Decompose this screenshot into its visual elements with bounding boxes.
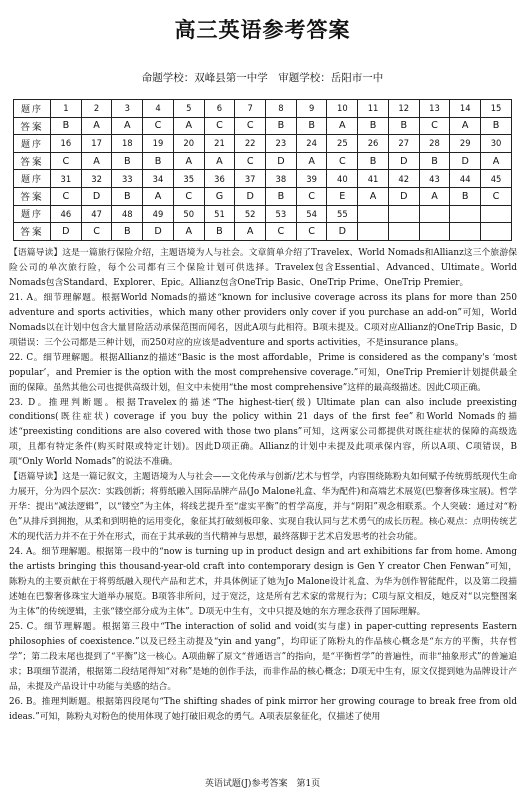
answer-cell: B [204, 223, 235, 241]
page-subtitle: 命题学校：双峰县第一中学 审题学校：岳阳市一中 [141, 72, 384, 84]
question-number-cell: 29 [450, 135, 481, 153]
answer-cell: B [112, 152, 143, 170]
question-number-cell [450, 205, 481, 223]
question-number-cell: 54 [296, 205, 327, 223]
question-number-cell: 4 [143, 100, 174, 118]
answer-cell: A [419, 187, 450, 205]
answer-cell: B [358, 117, 389, 135]
question-number-cell: 36 [204, 170, 235, 188]
explanation-body [9, 246, 517, 725]
question-number-cell: 52 [235, 205, 266, 223]
answer-cell: A [235, 223, 266, 241]
explanation-paragraph: 26. B。推理判断题。根据第四段尾句“The shifting shades of pink mirror her growing courage to break free from old ideas.”可知，陈粉丸对粉色的使用体现了她打破旧观念的勇气。A项表层象征化，仅描述了使用 [9, 696, 517, 722]
answer-cell: D [327, 223, 358, 241]
answer-cell [481, 223, 512, 241]
question-number-cell: 41 [358, 170, 389, 188]
answer-cell: B [358, 152, 389, 170]
answer-cell: A [112, 117, 143, 135]
question-number-cell: 45 [481, 170, 512, 188]
answer-cell: B [266, 117, 297, 135]
question-number-cell: 47 [81, 205, 112, 223]
question-number-cell: 16 [51, 135, 82, 153]
answer-cell: C [419, 117, 450, 135]
answer-cell: A [327, 117, 358, 135]
question-number-cell: 26 [358, 135, 389, 153]
question-number-cell: 6 [204, 100, 235, 118]
question-number-cell: 18 [112, 135, 143, 153]
question-number-cell: 42 [388, 170, 419, 188]
question-number-cell: 5 [173, 100, 204, 118]
row-header: 题序 [14, 135, 51, 153]
row-header: 答案 [14, 187, 51, 205]
answer-cell: A [296, 152, 327, 170]
question-number-cell: 3 [112, 100, 143, 118]
explanation-paragraph: 24. A。细节理解题。根据第一段中的“now is turning up in product design and art exhibitions far from home. Among the artists bringing this thousand-year-old craft into contemporary design is Gen Y creator Chen Fenwan”可知，陈粉丸的主要贡献在于将剪纸融入现代产品和艺术，并具体例证了她为Jo Malone设计礼盒、为华为创作智能配件，以及第二段描述她在巴黎奢侈珠宝大道举办展览。B项答非所问，过于宽泛，这是所有艺术家的常规行为；C项与原文相反，她反对“以完整图案为主体”的传统逻辑，主张“镂空部分成为主体”。D项无中生有，文中只提及她的东方理念获得了国际理解。 [9, 547, 517, 617]
answer-cell: C [296, 223, 327, 241]
answer-cell: C [81, 223, 112, 241]
question-number-cell [419, 205, 450, 223]
question-number-cell: 48 [112, 205, 143, 223]
answer-cell: A [173, 152, 204, 170]
question-number-cell: 10 [327, 100, 358, 118]
question-number-cell: 31 [51, 170, 82, 188]
row-header: 答案 [14, 223, 51, 241]
question-number-cell: 43 [419, 170, 450, 188]
question-number-cell: 11 [358, 100, 389, 118]
answer-cell: B [51, 117, 82, 135]
answer-cell: D [81, 187, 112, 205]
answer-cell: B [143, 152, 174, 170]
answer-cell: D [266, 152, 297, 170]
question-number-cell: 22 [235, 135, 266, 153]
answer-cell: C [481, 187, 512, 205]
row-header: 题序 [14, 170, 51, 188]
question-number-cell: 19 [143, 135, 174, 153]
question-number-cell: 27 [388, 135, 419, 153]
row-header: 题序 [14, 205, 51, 223]
question-number-cell: 1 [51, 100, 82, 118]
row-header: 答案 [14, 152, 51, 170]
answer-row [14, 117, 512, 135]
row-header: 答案 [14, 117, 51, 135]
answer-cell: A [481, 152, 512, 170]
page-footer: 英语试题(J)参考答案 第1页 [204, 779, 321, 789]
question-number-cell: 13 [419, 100, 450, 118]
question-number-cell: 51 [204, 205, 235, 223]
answer-cell [450, 223, 481, 241]
question-number-cell: 14 [450, 100, 481, 118]
question-number-cell: 49 [143, 205, 174, 223]
answer-cell: C [235, 117, 266, 135]
question-number-cell: 32 [81, 170, 112, 188]
answer-cell: B [296, 117, 327, 135]
question-number-cell [388, 205, 419, 223]
answer-cell: C [235, 152, 266, 170]
answer-cell: C [296, 187, 327, 205]
answer-cell: A [81, 152, 112, 170]
question-number-cell: 55 [327, 205, 358, 223]
question-number-cell: 9 [296, 100, 327, 118]
answer-cell: C [51, 187, 82, 205]
answer-cell: A [204, 152, 235, 170]
question-number-cell: 28 [419, 135, 450, 153]
question-number-cell: 25 [327, 135, 358, 153]
answer-cell: D [235, 187, 266, 205]
explanation-paragraph: 22. C。细节理解题。根据Allianz的描述“Basic is the most affordable，Prime is considered as the company's ‘most popular’，and Premier is the option with the most comprehensive coverage.”可知，OneTrip Premier计划提供最全面的保障。虽然其他公司也提供高级计划，但文中未使用“the most comprehensive”这样的最高级描述。因此C项正确。 [9, 352, 517, 393]
question-number-cell: 33 [112, 170, 143, 188]
question-number-cell: 39 [296, 170, 327, 188]
question-number-cell: 17 [81, 135, 112, 153]
question-number-cell: 30 [481, 135, 512, 153]
answer-cell: A [450, 117, 481, 135]
answer-row [14, 223, 512, 241]
question-number-cell [481, 205, 512, 223]
page-title: 高三英语参考答案 [174, 18, 351, 42]
answer-cell: B [112, 223, 143, 241]
explanation-paragraph: 21. A。细节理解题。根据World Nomads的描述“known for inclusive coverage across its plans for more than 250 adventure and sports activities，which many other providers only cover if you purchase an add-on”可知，World Nomads以在计划中包含大量冒险活动承保范围而闻名，因此A项与此相符。B项未提及。C项对应Allianz的OneTrip Basic，D项错误：三个公司都是三种计划，而250对应的应该是adventure and sports activities，不是insurance plans。 [9, 292, 517, 348]
answer-cell: A [143, 187, 174, 205]
explanation-paragraph: 25. C。细节理解题。根据第三段中“The interaction of solid and void(实与虚) in paper-cutting represents Eastern philosophies of coexistence.”以及已经主动提及“yin and yang”，均印证了陈粉丸的作品核心概念是“东方的平衡，共存哲学”；第二段末尾也提到了“平衡”这一核心。A项曲解了原文“普通语言”的指向，是“平衡哲学”的普遍性，而非“抽象形式”的普遍追求；B项细节混淆，根据第二段结尾得知“对称”是她的创作手法，而非作品的核心概念；D项无中生有，原文仅提到她为品牌设计产品，未提及产品设计中功能与美感的结合。 [9, 621, 517, 692]
explanation-paragraph: 23. D。推理判断题。根据Travelex的描述“The highest-tier(级) Ultimate plan can also include preexisting conditions(既往症状) coverage if you buy the policy within 21 days of the first fee”和World Nomads的描述“preexisting conditions are also covered with those two plans”可知，这两家公司都提供对既往症状的保障的高级选项，且都有特定条件(购买时限或特定计划)。因此D项正确。Allianz的计划中未提及此项承保内容，所以A项、C项错误，B项“Only World Nomads”的说法不准确。 [9, 397, 517, 468]
answer-cell: C [204, 117, 235, 135]
answer-cell: E [327, 187, 358, 205]
answer-row [14, 187, 512, 205]
question-number-cell [358, 205, 389, 223]
question-number-cell: 50 [173, 205, 204, 223]
question-number-cell: 24 [296, 135, 327, 153]
answer-cell: C [327, 152, 358, 170]
question-number-cell: 37 [235, 170, 266, 188]
answer-cell [419, 223, 450, 241]
question-number-cell: 7 [235, 100, 266, 118]
explanation-paragraph: 【语篇导读】这是一篇旅行保险介绍，主题语境为人与社会。文章简单介绍了Travelex、World Nomads和Allianz这三个旅游保险公司的单次旅行险，每个公司都有三个保险计划可供选择。Travelex包含Essential、Advanced、Ultimate。World Nomads包含Standard、Explorer、Epic。Allianz包含OneTrip Basic、OneTrip Prime、OneTrip Premier。 [9, 248, 517, 288]
answer-cell: B [388, 117, 419, 135]
question-number-cell: 2 [81, 100, 112, 118]
question-number-cell: 23 [266, 135, 297, 153]
answer-cell: C [51, 152, 82, 170]
question-number-row [14, 100, 512, 118]
answer-cell: B [450, 187, 481, 205]
question-number-cell: 21 [204, 135, 235, 153]
question-number-row [14, 170, 512, 188]
answer-cell: D [388, 152, 419, 170]
question-number-row [14, 205, 512, 223]
answer-cell: A [358, 187, 389, 205]
answer-cell [388, 223, 419, 241]
answer-cell: B [419, 152, 450, 170]
answer-cell: G [204, 187, 235, 205]
answer-cell: B [481, 117, 512, 135]
answer-cell: A [173, 117, 204, 135]
explanation-paragraph: 【语篇导读】这是一篇记叙文，主题语境为人与社会——文化传承与创新/艺术与哲学，内容围绕陈粉丸如何赋予传统剪纸现代生命力展开，分为四个层次：实践创新；将剪纸融入国际品牌产品(Jo Malone礼盒、华为配件)和高端艺术展览(巴黎奢侈珠宝展)。哲学开华：提出“减法逻辑”，以“镂空”为主体，将线艺提升至“虚实平衡”的哲学高度，并与“阴阳”观念相联系。个人突破：通过对“粉色”从排斥到拥抱，从柔和到明艳的运用变化，象征其打破刻板印象、实现自我认同与艺术勇气的成长历程。核心观点：点明传统艺术的现代活力并不在于外在形式，而在于其承载的当代精神与思想，最终落脚于艺术启发思考的社会功能。 [9, 472, 517, 543]
question-number-cell: 20 [173, 135, 204, 153]
answer-cell: A [81, 117, 112, 135]
answer-cell: C [266, 223, 297, 241]
row-header: 题序 [14, 100, 51, 118]
question-number-cell: 40 [327, 170, 358, 188]
question-number-row [14, 135, 512, 153]
question-number-cell: 8 [266, 100, 297, 118]
answer-cell: D [450, 152, 481, 170]
question-number-cell: 34 [143, 170, 174, 188]
question-number-cell: 38 [266, 170, 297, 188]
answer-cell: D [143, 223, 174, 241]
answer-cell [358, 223, 389, 241]
question-number-cell: 35 [173, 170, 204, 188]
question-number-cell: 53 [266, 205, 297, 223]
question-number-cell: 12 [388, 100, 419, 118]
answer-cell: B [266, 187, 297, 205]
question-number-cell: 15 [481, 100, 512, 118]
answer-cell: B [112, 187, 143, 205]
answer-cell: A [173, 223, 204, 241]
answer-cell: D [388, 187, 419, 205]
answer-table [13, 99, 512, 241]
question-number-cell: 46 [51, 205, 82, 223]
answer-cell: D [51, 223, 82, 241]
answer-cell: C [143, 117, 174, 135]
answer-row [14, 152, 512, 170]
question-number-cell: 44 [450, 170, 481, 188]
answer-cell: C [173, 187, 204, 205]
